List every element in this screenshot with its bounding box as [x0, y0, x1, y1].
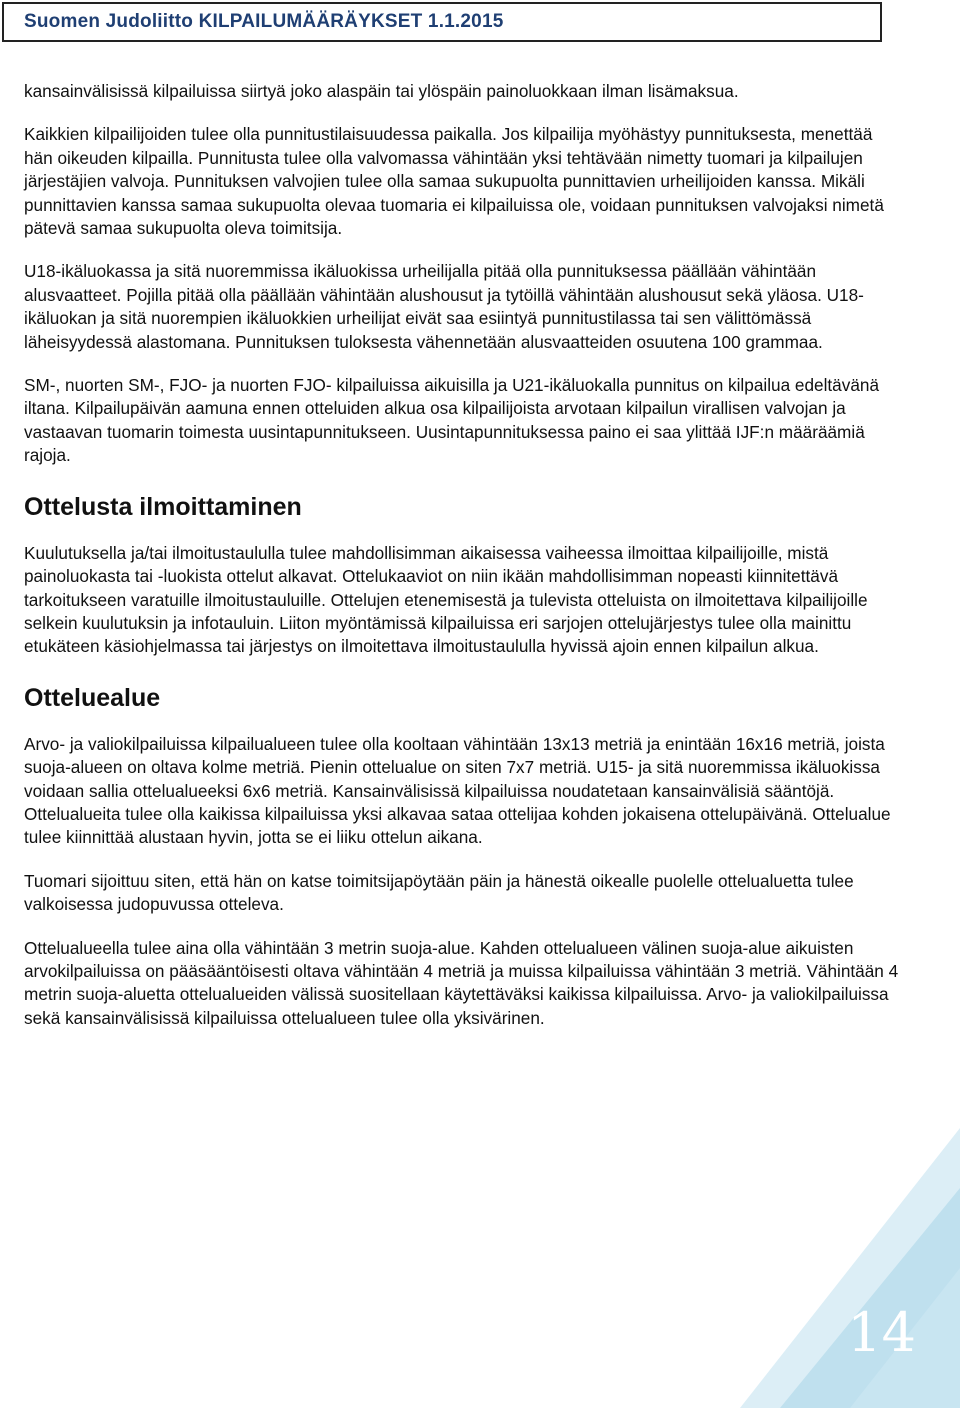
- page-corner-decoration: [740, 1128, 960, 1408]
- page-number: 14: [847, 1301, 916, 1364]
- body-paragraph: Kaikkien kilpailijoiden tulee olla punnitustilaisuudessa paikalla. Jos kilpailija myöhästyy punnituksesta, menettää hän oikeuden kilpailla. Punnitusta tulee olla valvomassa vähintään yksi tehtävään nimetty tuomari ja kilpailujen järjestäjien valvoja. Punnituksen valvojien tulee olla samaa sukupuolta punnittavien urheilijoiden kanssa. Mikäli punnittavien kanssa samaa sukupuolta olevaa tuomaria ei kilpailuissa ole, voidaan punnituksen valvojaksi nimetä pätevä samaa sukupuolta oleva toimitsija.: [24, 124, 884, 239]
- page-header: [2, 2, 882, 42]
- body-paragraph: SM-, nuorten SM-, FJO- ja nuorten FJO- kilpailuissa aikuisilla ja U21-ikäluokalla punnitus on kilpailua edeltävänä iltana. Kilpailupäivän aamuna ennen otteluiden alkua osa kilpailijoista arvotaan kilpailun virallisen valvojan ja vastaavan tuomarin toimesta uusintapunnitukseen. Uusintapunnituksessa paino ei saa ylittää IJF:n määräämiä rajoja.: [24, 375, 880, 466]
- body-paragraph: Kuulutuksella ja/tai ilmoitustaululla tulee mahdollisimman aikaisessa vaiheessa ilmoittaa kilpailijoille, mistä painoluokasta tai -luokista ottelut alkavat. Ottelukaaviot on niin ikään mahdollisimman nopeasti kiinnitettävä tarkoitukseen varatuille ilmoitustauluille. Ottelujen etenemisestä ja tulevista otteluista on ilmoitettava kilpailijoille selkein kuulutuksin ja infotauluin. Liiton myöntämissä kilpailuissa eri sarjojen ottelujärjestys tulee olla mainittu etukäteen käsiohjelmassa tai järjestys on ilmoitettava ilmoitustaululla hyvissä ajoin ennen kilpailun alkua.: [24, 542, 868, 657]
- body-paragraph: Tuomari sijoittuu siten, että hän on katse toimitsijapöytään päin ja hänestä oikealle puolelle ottelualuetta tulee valkoisessa judopuvussa otteleva.: [24, 870, 854, 915]
- body-paragraph: U18-ikäluokassa ja sitä nuoremmissa ikäluokissa urheilijalla pitää olla punnituksessa päällään vähintään alusvaatteet. Pojilla pitää olla päällään vähintään alushousut ja tytöillä vähintään alushousut sekä yläosa. U18-ikäluokan ja sitä nuorempien ikäluokkien urheilijat eivät saa esiintyä punnitustilassa tai sen välittömässä läheisyydessä alastomana. Punnituksen tuloksesta vähennetään alusvaatteiden osuutena 100 grammaa.: [24, 261, 864, 352]
- document-body: [24, 80, 904, 1050]
- body-paragraph: Arvo- ja valiokilpailuissa kilpailualueen tulee olla kooltaan vähintään 13x13 metriä ja enintään 16x16 metriä, joista suoja-alueen on oltava kolme metriä. Pienin ottelualue on siten 7x7 metriä. U15- ja sitä nuoremmissa ikäluokissa voidaan sallia ottelualueeksi 6x6 metriä. Kansainvälisissä kilpailuissa noudatetaan kansainvälisiä sääntöjä. Ottelualueita tulee olla kaikissa kilpailuissa yksi alkavaa sataa ottelijaa kohden jokaisena ottelupäivänä. Ottelualue tulee kiinnittää alustaan hyvin, jotta se ei liiku ottelun aikana.: [24, 733, 891, 848]
- document-title: Suomen Judoliitto KILPAILUMÄÄRÄYKSET 1.1.2015: [24, 11, 504, 32]
- body-paragraph: kansainvälisissä kilpailuissa siirtyä joko alaspäin tai ylöspäin painoluokkaan ilman lisämaksua.: [24, 81, 739, 101]
- body-paragraph: Ottelualueella tulee aina olla vähintään 3 metrin suoja-alue. Kahden ottelualueen välinen suoja-alue aikuisten arvokilpailuissa on pääsääntöisesti oltava vähintään 4 metriä ja muissa kilpailuissa vähintään 3 metriä. Vähintään 4 metrin suoja-aluetta ottelualueiden välissä suositellaan käytettäväksi kaikissa kilpailuissa. Arvo- ja valiokilpailuissa sekä kansainvälisissä kilpailuissa ottelualueen tulee olla yksivärinen.: [24, 937, 899, 1028]
- section-heading: Ottelusta ilmoittaminen: [24, 492, 302, 521]
- section-heading: Otteluealue: [24, 683, 161, 712]
